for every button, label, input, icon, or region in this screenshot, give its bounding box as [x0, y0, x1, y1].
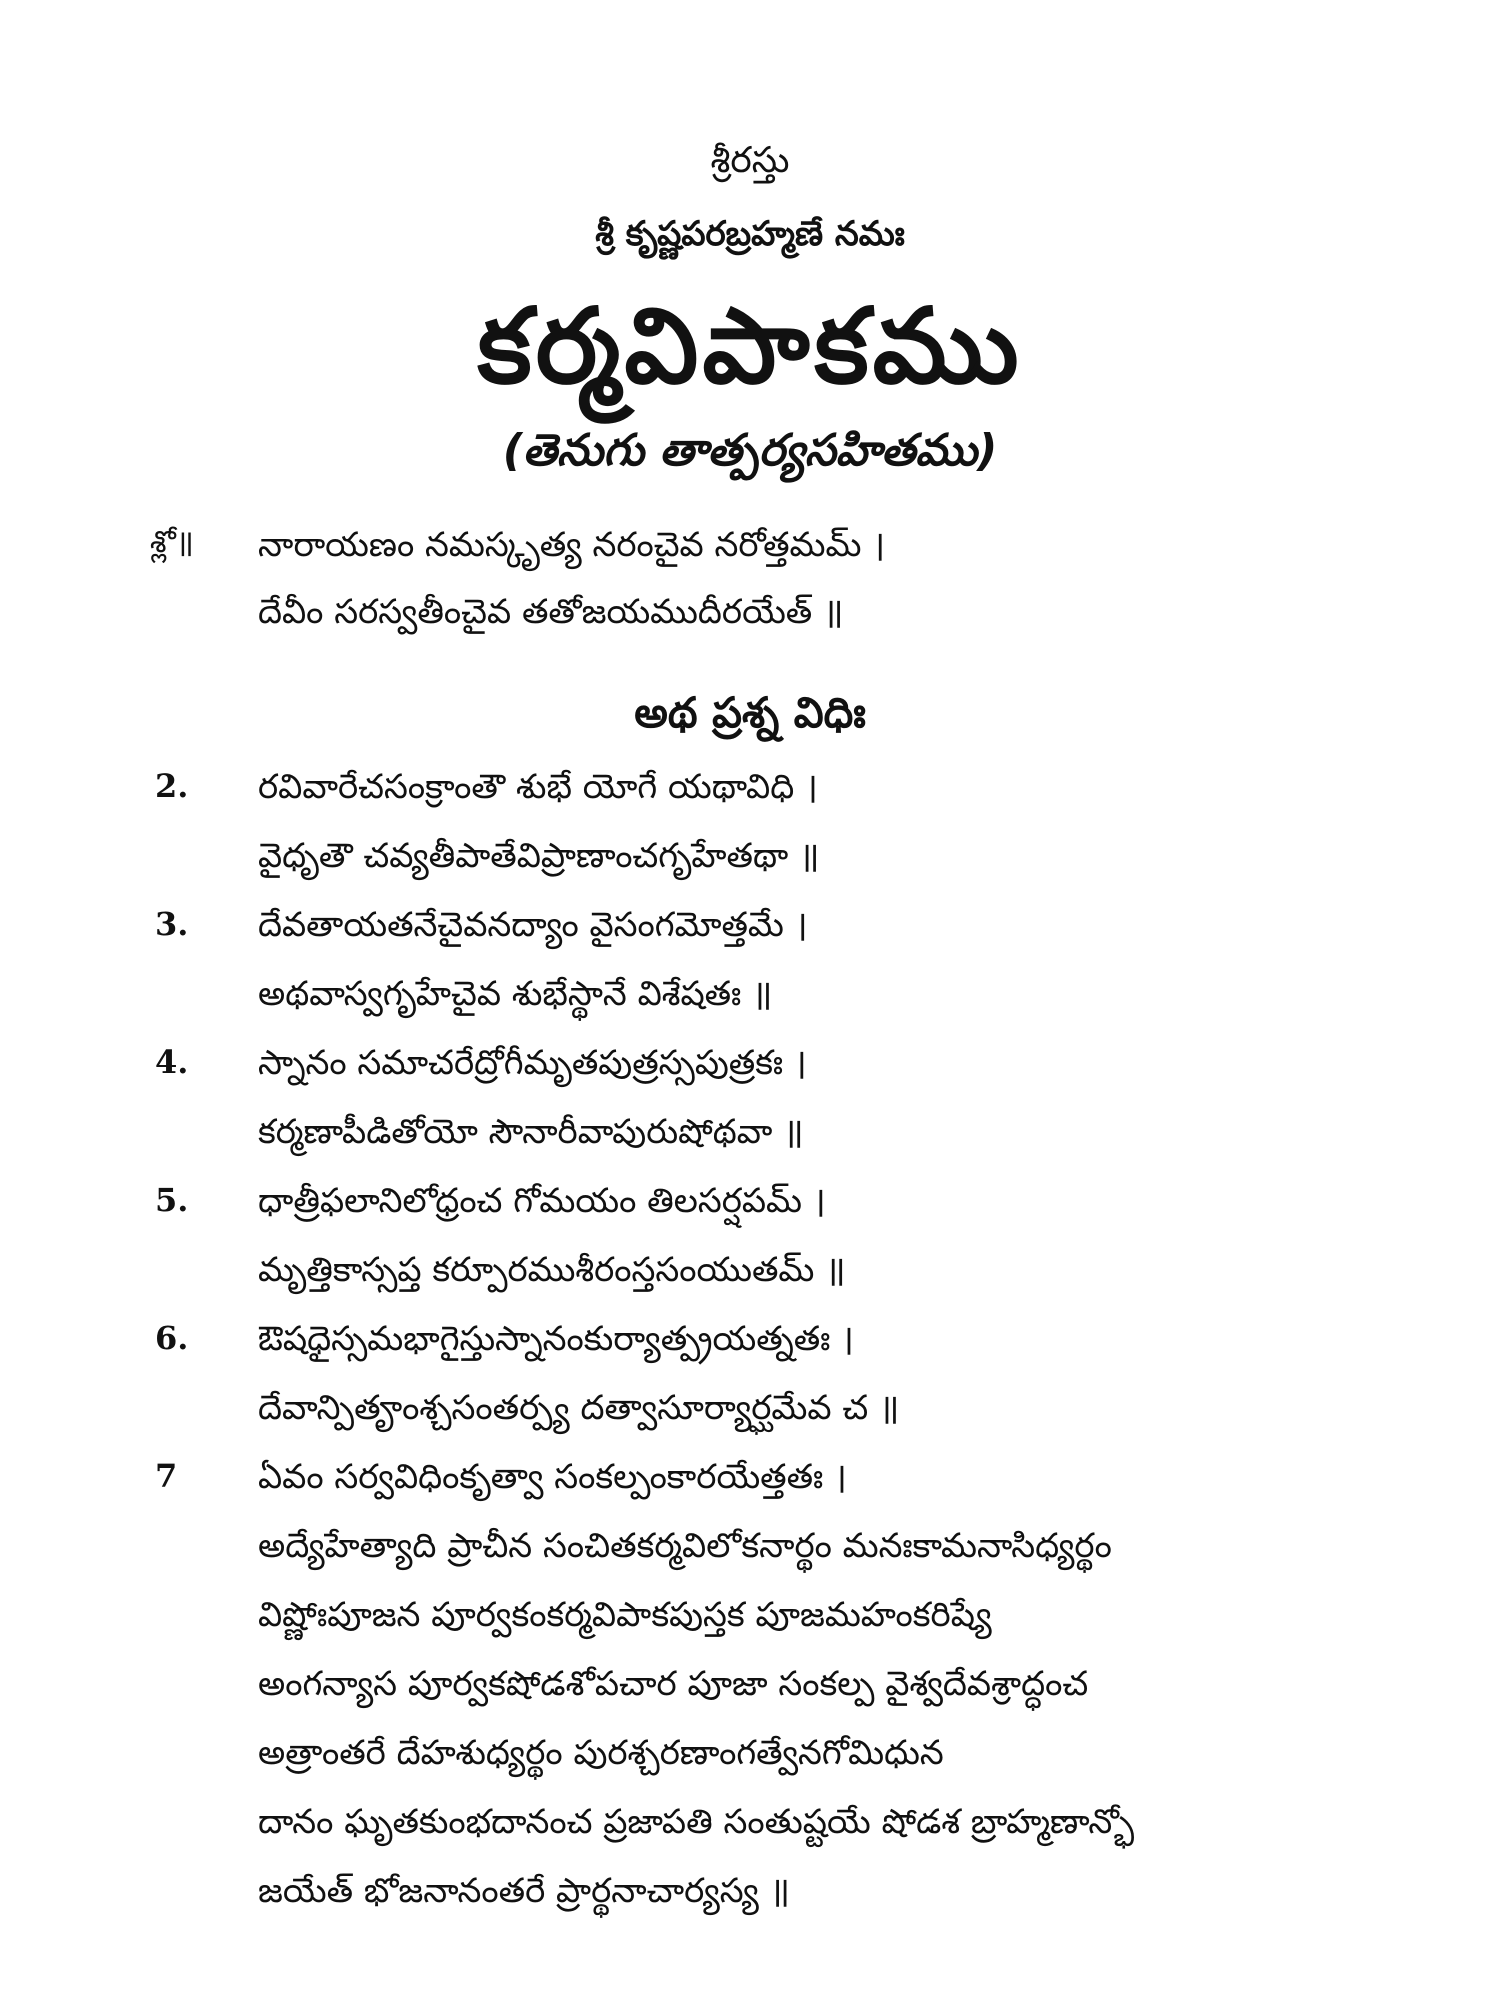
- sloka-line-text: దేవీం సరస్వతీంచైవ తతోజయముదీరయేత్ ॥: [258, 592, 844, 632]
- sloka-marker: శ్లో॥: [150, 525, 194, 560]
- verse-number: 5.: [155, 1181, 189, 1219]
- verse-line: [0, 1526, 1500, 1586]
- verse-line: [0, 1871, 1500, 1931]
- verse-line-text: రవివారేచసంక్రాంతౌ శుభే యోగే యథావిధి ।: [258, 767, 818, 807]
- sloka-line-text: నారాయణం నమస్కృత్య నరంచైవ నరోత్తమమ్ ।: [258, 525, 886, 565]
- page-subtitle: (తెనుగు తాత్పర్యసహితము): [502, 425, 998, 476]
- invocation-text: శ్రీరస్తు: [710, 140, 790, 181]
- verse-line-text: మృత్తికాస్సప్త కర్పూరముశీరంస్తసంయుతమ్ ॥: [258, 1250, 846, 1290]
- verse-line: [0, 1664, 1500, 1724]
- verse-line-text: దానం ఘృతకుంభదానంచ ప్రజాపతి సంతుష్టయే షోడశ బ్రాహ్మణాన్భో: [258, 1802, 1135, 1842]
- verse-number: 6.: [155, 1319, 189, 1357]
- verse-line: [0, 1112, 1500, 1172]
- verse-line: [0, 974, 1500, 1034]
- verse-line-text: వైధృతౌ చవ్యతీపాతేవిప్రాణాంచగృహేతథా ॥: [258, 836, 820, 876]
- verse-line: [0, 1181, 1500, 1241]
- verse-number: 7: [155, 1457, 178, 1495]
- verse-line-text: ఔషధైస్సమభాగైస్తుస్నానంకుర్యాత్ప్రయత్నతః ।: [258, 1319, 854, 1359]
- verse-line-text: దేవతాయతనేచైవనద్యాం వైసంగమోత్తమే ।: [258, 905, 808, 945]
- verse-line: [0, 1802, 1500, 1862]
- verse-line-text: అత్రాంతరే దేహశుధ్యర్థం పురశ్చరణాంగత్వేనగోమిధున: [258, 1733, 944, 1773]
- verse-line: [0, 1250, 1500, 1310]
- verse-line: [0, 905, 1500, 965]
- verse-line: [0, 1319, 1500, 1379]
- sloka-line: [0, 592, 1500, 652]
- verse-line-text: జయేత్ భోజనానంతరే ప్రార్థనాచార్యస్య ॥: [258, 1871, 791, 1911]
- verse-number: 4.: [155, 1043, 189, 1081]
- verse-line: [0, 767, 1500, 827]
- verse-line: [0, 1457, 1500, 1517]
- salutation-text: శ్రీ కృష్ణపరబ్రహ్మణే నమః: [595, 214, 905, 254]
- verse-line: [0, 1733, 1500, 1793]
- verse-line-text: అద్యేహేత్యాది ప్రాచీన సంచితకర్మవిలోకనార్థం మనఃకామనాసిధ్యర్థం: [258, 1526, 1112, 1566]
- page-title: కర్మవిపాకము: [477, 285, 1023, 407]
- verse-line-text: కర్మణాపీడితోయో సౌనారీవాపురుషోథవా ॥: [258, 1112, 804, 1152]
- verse-line-text: స్నానం సమాచరేద్రోగీమృతపుత్రస్సపుత్రకః ।: [258, 1043, 807, 1083]
- verse-line-text: అథవాస్వగృహేచైవ శుభేస్థానే విశేషతః ॥: [258, 974, 773, 1014]
- verse-line-text: ఏవం సర్వవిధింకృత్వా సంకల్పంకారయేత్తతః ।: [258, 1457, 847, 1497]
- verse-line-text: విష్ణోఃపూజన పూర్వకంకర్మవిపాకపుస్తక పూజమహంకరిష్యే: [258, 1595, 992, 1635]
- verse-line: [0, 1595, 1500, 1655]
- verse-line-text: అంగన్యాస పూర్వకషోడశోపచార పూజా సంకల్ప వైశ్వదేవశ్రాద్ధంచ: [258, 1664, 1089, 1704]
- verse-line-text: ధాత్రీఫలానిలోధ్రంచ గోమయం తిలసర్షపమ్ ।: [258, 1181, 826, 1221]
- verse-line: [0, 1388, 1500, 1448]
- verse-line-text: దేవాన్పితౄంశ్చసంతర్ప్య దత్వాసూర్యార్ఘమేవ చ ॥: [258, 1388, 900, 1428]
- verse-number: 3.: [155, 905, 189, 943]
- verse-line: [0, 1043, 1500, 1103]
- section-heading: అథ ప్రశ్న విధిః: [634, 688, 866, 737]
- verse-number: 2.: [155, 767, 189, 805]
- sloka-line: [0, 525, 1500, 585]
- verse-line: [0, 836, 1500, 896]
